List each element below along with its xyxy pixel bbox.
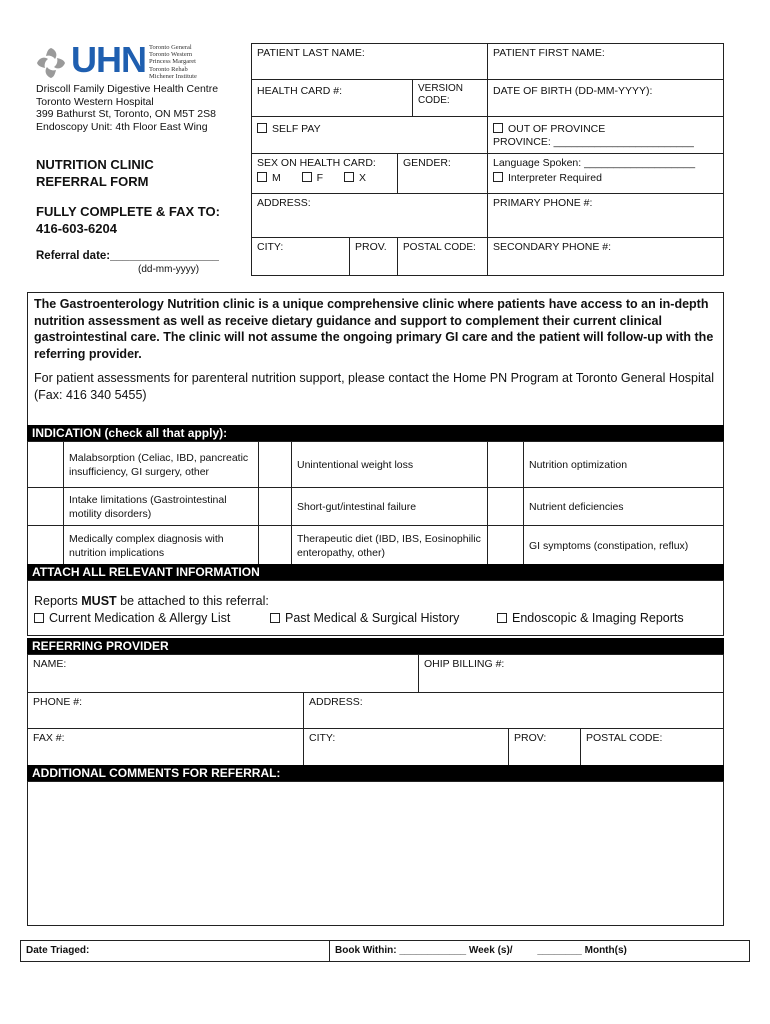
logo-hospital-2: Toronto Western <box>149 51 193 59</box>
comments-textarea[interactable] <box>27 781 724 926</box>
attach-box <box>27 580 724 636</box>
provider-city-field[interactable] <box>303 728 509 766</box>
health-card-field[interactable] <box>251 79 413 117</box>
clinic-unit: Endoscopy Unit: 4th Floor East Wing <box>36 120 208 133</box>
sex-x-label: X <box>359 172 367 184</box>
provider-address-label: ADDRESS: <box>309 696 363 708</box>
indication-option: Malabsorption (Celiac, IBD, pancreatic insufficiency, GI surgery, other <box>64 442 259 488</box>
form-title-line-2: REFERRAL FORM <box>36 174 149 189</box>
logo-word: UHN <box>71 39 146 80</box>
version-code-label: VERSION CODE: <box>418 83 464 106</box>
provider-phone-label: PHONE #: <box>33 696 83 708</box>
patient-first-name-label: PATIENT FIRST NAME: <box>493 47 605 59</box>
indication-option: Therapeutic diet (IBD, IBS, Eosinophilic enteropathy, other) <box>292 526 488 566</box>
patient-prov-field[interactable] <box>349 237 398 276</box>
interpreter-checkbox[interactable] <box>493 172 503 182</box>
intro-bold-text: The Gastroenterology Nutrition clinic is a unique comprehensive clinic where patients have access to an in-depth nutrition assessment as well as receive dietary guidance and support to complement their current clinical gastrointestinal care. The clinic will not assume the ongoing primary GI care and the patient will follow-up with the referring provider. <box>34 297 714 361</box>
logo-hospital-3: Princess Margaret <box>149 58 196 66</box>
patient-first-name-field[interactable] <box>487 43 724 80</box>
uhn-logo-mark-icon <box>34 46 68 80</box>
referral-date-field[interactable] <box>36 249 219 263</box>
intro-pn-text: For patient assessments for parenteral nutrition support, please contact the Home PN Program at Toronto General Hospital (Fax: 416 340 5455) <box>34 371 714 402</box>
centre-name: Driscoll Family Digestive Health Centre <box>36 83 219 95</box>
provider-address-field[interactable] <box>303 692 724 729</box>
interpreter-label: Interpreter Required <box>508 172 602 184</box>
indication-checkbox-cell[interactable] <box>259 488 292 526</box>
sex-m-checkbox[interactable] <box>257 172 267 182</box>
indication-checkbox-cell[interactable] <box>259 442 292 488</box>
primary-phone-label: PRIMARY PHONE #: <box>493 197 593 209</box>
indication-checkbox-cell[interactable] <box>488 488 524 526</box>
provider-postal-field[interactable] <box>580 728 724 766</box>
language-spoken-field[interactable]: Language Spoken: ___________________ <box>493 157 696 169</box>
patient-last-name-label: PATIENT LAST NAME: <box>257 47 365 59</box>
provider-name-field[interactable] <box>27 654 419 693</box>
indication-option: Unintentional weight loss <box>292 442 488 488</box>
indication-row <box>28 442 724 488</box>
date-triaged-field[interactable] <box>20 940 330 962</box>
patient-city-label: CITY: <box>257 241 284 253</box>
sex-m-label: M <box>272 172 281 184</box>
ohip-billing-field[interactable] <box>418 654 724 693</box>
indication-title-bar: INDICATION (check all that apply): <box>27 425 724 441</box>
sex-label: SEX ON HEALTH CARD: <box>257 157 376 169</box>
reports-checkbox[interactable] <box>497 613 507 623</box>
patient-postal-field[interactable] <box>397 237 488 276</box>
provider-prov-label: PROV: <box>514 732 547 744</box>
gender-label: GENDER: <box>403 157 451 169</box>
comments-title-bar: ADDITIONAL COMMENTS FOR REFERRAL: <box>27 765 724 781</box>
provider-phone-field[interactable] <box>27 692 304 729</box>
form-title-line-1: NUTRITION CLINIC <box>36 157 154 172</box>
indication-row <box>28 526 724 566</box>
indication-checkbox-cell[interactable] <box>259 526 292 566</box>
indication-option: GI symptoms (constipation, reflux) <box>524 526 724 566</box>
ohip-billing-label: OHIP BILLING #: <box>424 658 505 670</box>
gender-field[interactable] <box>397 153 488 194</box>
indication-option: Nutrient deficiencies <box>524 488 724 526</box>
book-within-months: ________ Month(s) <box>537 945 627 956</box>
indication-checkbox-cell[interactable] <box>28 488 64 526</box>
patient-last-name-field[interactable] <box>251 43 488 80</box>
indication-checkbox-cell[interactable] <box>28 526 64 566</box>
medication-checkbox[interactable] <box>34 613 44 623</box>
indication-checkbox-cell[interactable] <box>488 526 524 566</box>
indication-option: Intake limitations (Gastrointestinal motility disorders) <box>64 488 259 526</box>
attach-reports-option[interactable] <box>497 610 684 626</box>
attach-instruction <box>34 593 717 609</box>
secondary-phone-field[interactable] <box>487 237 724 276</box>
clinic-address: 399 Bathurst St, Toronto, ON M5T 2S8 <box>36 108 216 120</box>
indication-option: Medically complex diagnosis with nutrition implications <box>64 526 259 566</box>
self-pay-label: SELF PAY <box>272 123 321 135</box>
history-label: Past Medical & Surgical History <box>285 611 460 625</box>
patient-address-field[interactable] <box>251 193 488 238</box>
logo-hospital-4: Toronto Rehab <box>149 65 188 73</box>
referral-date-hint: (dd-mm-yyyy) <box>138 264 200 275</box>
date-of-birth-field[interactable] <box>487 79 724 117</box>
sex-f-label: F <box>316 172 324 184</box>
out-of-province-option[interactable] <box>487 116 724 154</box>
self-pay-checkbox[interactable] <box>257 123 267 133</box>
provider-title-bar: REFERRING PROVIDER <box>27 638 724 654</box>
provider-name-label: NAME: <box>33 658 67 670</box>
date-of-birth-label: DATE OF BIRTH (DD-MM-YYYY): <box>493 85 653 97</box>
medication-label: Current Medication & Allergy List <box>49 611 231 625</box>
book-within-label: Book Within: ____________ Week (s)/ <box>335 945 513 956</box>
provider-postal-label: POSTAL CODE: <box>586 732 663 744</box>
indication-checkbox-cell[interactable] <box>488 442 524 488</box>
indication-option: Short-gut/intestinal failure <box>292 488 488 526</box>
indication-option: Nutrition optimization <box>524 442 724 488</box>
indication-checkbox-cell[interactable] <box>28 442 64 488</box>
intro-box <box>27 292 724 426</box>
fax-line-1: FULLY COMPLETE & FAX TO: <box>36 204 220 219</box>
provider-city-label: CITY: <box>309 732 336 744</box>
indication-table <box>27 441 724 566</box>
out-of-province-label: OUT OF PROVINCE <box>508 123 606 135</box>
reports-label: Endoscopic & Imaging Reports <box>512 611 684 625</box>
language-field <box>487 153 724 194</box>
patient-postal-label: POSTAL CODE: <box>403 242 476 253</box>
attach-reports-must: MUST <box>81 594 117 608</box>
date-triaged-label: Date Triaged: <box>26 945 90 956</box>
version-code-field[interactable] <box>412 79 488 117</box>
patient-city-field[interactable] <box>251 237 350 276</box>
indication-row <box>28 488 724 526</box>
attach-reports-pre: Reports <box>34 594 82 608</box>
province-field[interactable]: PROVINCE: ________________________ <box>493 136 694 148</box>
provider-fax-field[interactable] <box>27 728 304 766</box>
out-of-province-checkbox[interactable] <box>493 123 503 133</box>
attach-title-bar: ATTACH ALL RELEVANT INFORMATION <box>27 564 724 580</box>
history-checkbox[interactable] <box>270 613 280 623</box>
logo-hospitals <box>149 44 197 80</box>
patient-address-label: ADDRESS: <box>257 197 311 209</box>
sex-f-checkbox[interactable] <box>302 172 312 182</box>
sex-x-checkbox[interactable] <box>344 172 354 182</box>
logo-hospital-1: Toronto General <box>149 44 192 51</box>
provider-prov-field[interactable] <box>508 728 581 766</box>
attach-history-option[interactable] <box>270 610 459 626</box>
clinic-address-block <box>36 83 218 133</box>
secondary-phone-label: SECONDARY PHONE #: <box>493 241 612 253</box>
provider-fax-label: FAX #: <box>33 732 65 744</box>
health-card-label: HEALTH CARD #: <box>257 85 342 97</box>
attach-reports-post: be attached to this referral: <box>116 594 269 608</box>
hospital-name: Toronto Western Hospital <box>36 95 154 108</box>
form-title <box>36 156 154 190</box>
attach-medication-option[interactable] <box>34 610 230 626</box>
fax-instruction <box>36 203 220 237</box>
fax-number: 416-603-6204 <box>36 221 117 236</box>
sex-on-health-card-field <box>251 153 398 194</box>
uhn-logo <box>34 39 204 84</box>
self-pay-option[interactable] <box>251 116 488 154</box>
patient-prov-label: PROV. <box>355 241 387 253</box>
referral-date-label: Referral date:_________________ <box>36 250 219 262</box>
primary-phone-field[interactable] <box>487 193 724 238</box>
logo-hospital-5: Michener Institute <box>149 72 197 80</box>
book-within-field[interactable] <box>329 940 750 962</box>
